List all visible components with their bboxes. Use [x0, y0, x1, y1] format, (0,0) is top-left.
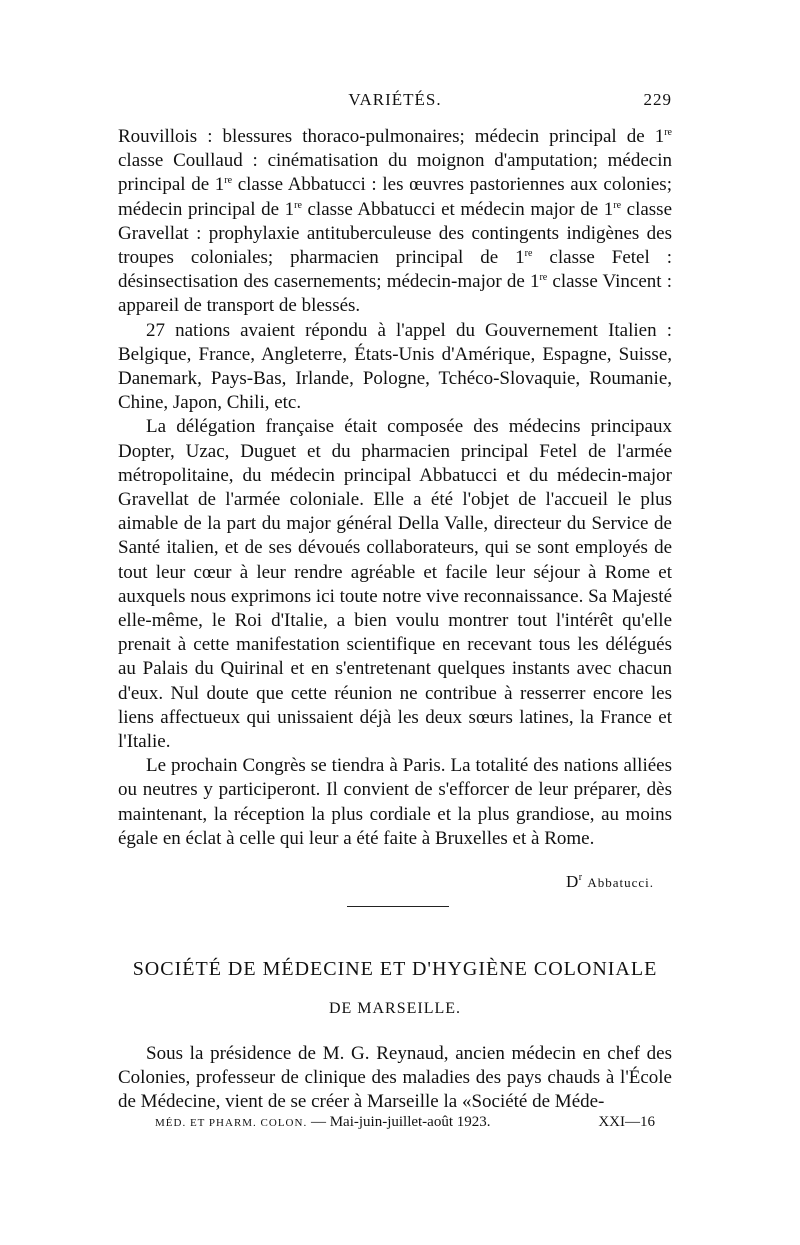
running-header [118, 90, 672, 114]
section-subtitle: DE MARSEILLE. [328, 1000, 462, 1017]
footer-issue: XXI—16 [598, 1114, 655, 1130]
superscript: re [294, 199, 302, 211]
signature-prefix: D [565, 872, 579, 891]
paragraph-next-congress: Le prochain Congrès se tiendra à Paris. La totalité des nations alliées ou neutres y participeront. Il convient de s'efforcer de leur préparer, dès maintenant, la réception la plus cordiale et la plus grandiose, au moins égale en éclat à celle qui leur a été faite à Bruxelles et à Rome. [118, 755, 672, 849]
text-run: classe Gravellat : prophylaxie antituberculeuse des contingents indigènes des troupes coloniales; pharmacien principal de 1 [118, 198, 673, 269]
footer-dash: — [307, 1114, 330, 1130]
superscript: re [539, 272, 548, 284]
signature [566, 872, 654, 892]
paragraph-society: Sous la présidence de M. G. Reynaud, ancien médecin en chef des Colonies, professeur de clinique des maladies des pays chauds à l'École de Médecine, vient de se créer à Marseille la «Société de Méde- [118, 1043, 672, 1113]
paragraph-presentations [118, 125, 672, 319]
running-title: VARIÉTÉS. [348, 90, 442, 109]
superscript: re [664, 127, 672, 138]
text-run: classe Abbatucci : les œuvres pastoriennes aux colonies; médecin principal de 1 [118, 174, 672, 220]
superscript: re [224, 175, 233, 187]
paragraph-nations: 27 nations avaient répondu à l'appel du Gouvernement Italien : Belgique, France, Angleterre, États-Unis d'Amérique, Espagne, Suisse, Danemark, Pays-Bas, Irlande, Pologne, Tchéco-Slovaquie, Roumanie, Chine, Japon, Chili, etc. [118, 319, 672, 414]
section-divider [347, 906, 449, 907]
page-footer [155, 1114, 655, 1131]
footer-journal: MÉD. ET PHARM. COLON. [155, 1117, 308, 1129]
text-run: classe Coullaud : cinématisation du moignon d'amputation; médecin principal de 1 [118, 150, 672, 196]
superscript: re [524, 248, 533, 260]
page-number: 229 [643, 90, 672, 109]
paragraph-delegation: La délégation française était composée des médecins principaux Dopter, Uzac, Duguet et du pharmacien principal Fetel de l'armée métropolitaine, du médecin principal Abbatucci et du médecin-major Gravellat de l'armée coloniale. Elle a été l'objet de l'accueil le plus aimable de la part du major général Della Valle, directeur du Service de Santé italien, et de ses dévoués collaborateurs, qui se sont employés de tout leur cœur à leur rendre agréable et facile leur séjour à Rome et auxquels nous exprimons ici toute notre vive reconnaissance. Sa Majesté elle-même, le Roi d'Italie, a bien voulu montrer tout l'intérêt qu'elle prenait à cette manifestation scientifique en recevant tous les délégués au Palais du Quirinal et en s'entretenant quelques instants avec chacun d'eux. Nul doute que cette réunion ne contribue à resserrer encore les liens affectueux qui unissaient déjà les deux sœurs latines, la France et l'Italie. [118, 416, 673, 753]
section-body [118, 1042, 672, 1115]
text-run: classe Abbatucci et médecin major de 1 [301, 198, 614, 220]
text-run: Rouvillois : blessures thoraco-pulmonaires; médecin principal de 1 [118, 126, 665, 147]
footer-date: Mai-juin-juillet-août 1923. [329, 1114, 491, 1130]
signature-name: Abbatucci. [587, 875, 654, 890]
article-body [118, 125, 672, 851]
section-title: SOCIÉTÉ DE MÉDECINE ET D'HYGIÈNE COLONIALE [132, 958, 658, 980]
signature-superscript: r [578, 872, 583, 883]
text-run: classe Vincent : appareil de transport de blessés. [118, 271, 672, 317]
text-run: classe Fetel : désinsectisation des casernements; médecin-major de 1 [118, 247, 672, 293]
superscript: re [613, 199, 622, 211]
